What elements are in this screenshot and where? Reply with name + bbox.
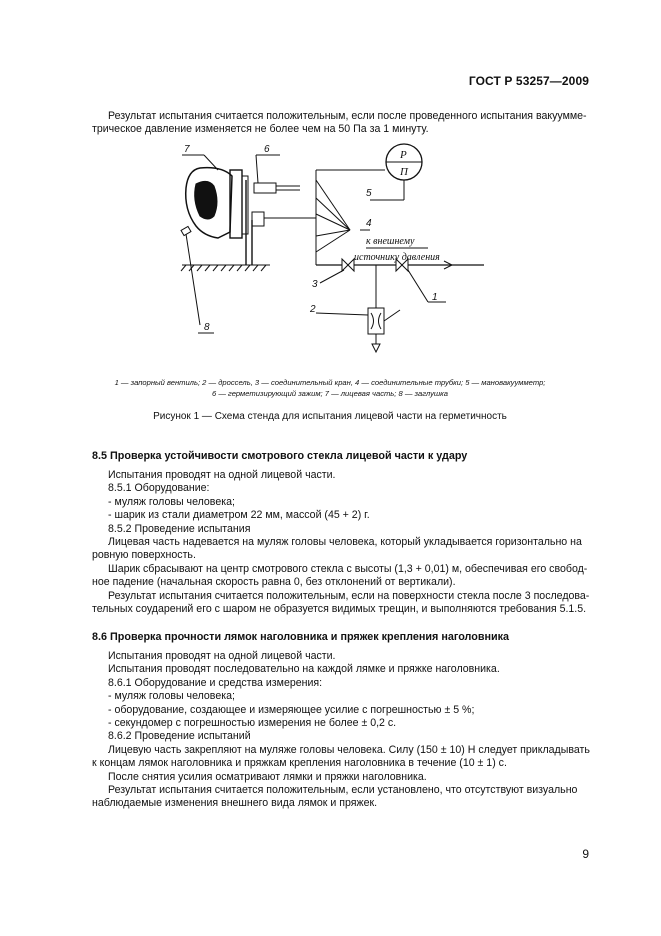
label-8: 8 (204, 322, 210, 333)
throttle-arrow (372, 344, 380, 352)
label-7: 7 (184, 144, 190, 155)
s86-line-5: - оборудование, создающее и измеряющее усилие с погрешностью ± 5 %; (108, 703, 475, 716)
legend-line-2: 6 — герметизирующий зажим; 7 — лицевая часть; 8 — заглушка (212, 389, 448, 398)
figure-legend (80, 377, 580, 399)
tube-connector (252, 212, 264, 226)
connecting-valve (342, 259, 354, 271)
s86-para-3: Результат испытания считается положительным, если установлено, что отсутствуют визуально наблюдаемые изменения внешнего вида лямок и пряжек. (92, 784, 578, 810)
mask-visor (195, 181, 217, 219)
hand-text-line-1: к внешнему (366, 236, 415, 247)
clamp-body (242, 176, 248, 234)
s86-para-1: Лицевую часть закрепляют на муляже головы человека. Силу (150 ± 10) Н следует прикладывать к концам лямок наголовника и пряжкам крепления наголовника в течение (10 ± 1) с. (92, 743, 590, 770)
s85-para-2: Шарик сбрасывают на центр смотрового стекла с высоты (1,3 + 0,01) м, обеспечивая его свобод-ное падение (начальная скорость равна 0, без отклонений от вертикали). (92, 562, 588, 589)
legend-line-1: 1 — запорный вентиль; 2 — дроссель, 3 — соединительный кран, 4 — соединительные трубки; 5 — мановакуумметр; (114, 378, 546, 387)
label-5: 5 (366, 188, 372, 199)
label-1: 1 (432, 292, 438, 303)
s85-para-3: Результат испытания считается положительным, если на поверхности стекла после 3 последова-тельных соударений его с шаром не образуется видимых трещин, и выполняются требования 5.1.5. (92, 589, 590, 616)
intro-paragraph (92, 110, 590, 137)
throttle-symbol (371, 313, 381, 329)
s86-line-4: - муляж головы человека; (108, 690, 235, 703)
document-header: ГОСТ Р 53257—2009 (468, 74, 589, 88)
s86-line-1: Испытания проводят на одной лицевой части. (108, 650, 336, 662)
gauge-bottom-label: П (400, 166, 408, 178)
section-8-5-body (92, 469, 590, 616)
page-number: 9 (582, 847, 589, 861)
intro-line-2: трическое давление изменяется не более чем на 50 Па за 1 минуту. (92, 123, 429, 136)
leader-6b (256, 155, 258, 183)
section-8-6-body (92, 650, 590, 811)
s86-line-7: 8.6.2 Проведение испытаний (108, 730, 251, 743)
s85-line-5: 8.5.2 Проведение испытания (108, 522, 251, 535)
hand-text-line-2: источнику давления (354, 252, 440, 263)
label-2: 2 (310, 304, 316, 315)
s86-line-6: - секундомер с погрешностью измерения не более ± 0,2 с. (108, 717, 397, 730)
s85-line-2: 8.5.1 Оборудование: (108, 482, 210, 495)
s85-line-1: Испытания проводят на одной лицевой части. (108, 469, 336, 481)
s85-line-4: - шарик из стали диаметром 22 мм, массой (45 + 2) г. (108, 509, 370, 522)
sealing-clamp (254, 183, 276, 193)
test-stand-diagram (170, 140, 490, 365)
throttle (368, 308, 384, 334)
s86-para-2: После снятия усилия осматривают лямки и пряжки наголовника. (108, 770, 427, 783)
throttle-side (384, 310, 400, 321)
s86-line-3: 8.6.1 Оборудование и средства измерения: (108, 676, 323, 689)
figure-caption: Рисунок 1 — Схема стенда для испытания лицевой части на герметичность (153, 411, 507, 422)
s86-line-2: Испытания проводят последовательно на каждой лямке и пряжке наголовника. (108, 663, 500, 676)
intro-line-1: Результат испытания считается положительным, если после проведенного испытания вакуумме- (108, 110, 587, 122)
s85-para-1: Лицевая часть надевается на муляж головы человека, который укладывается горизонтально на ровную поверхность. (92, 536, 582, 562)
plug-leader (186, 234, 200, 325)
label-4: 4 (366, 218, 372, 229)
s85-line-3: - муляж головы человека; (108, 495, 235, 508)
gauge-top-label: P (400, 149, 407, 161)
section-8-5-heading: 8.5 Проверка устойчивости смотрового стекла лицевой части к удару (92, 450, 468, 462)
ground-hatch (181, 265, 266, 271)
section-8-6-heading: 8.6 Проверка прочности лямок наголовника и пряжек крепления наголовника (92, 631, 510, 643)
leader-1 (408, 270, 428, 302)
leader-2 (316, 313, 368, 315)
label-3: 3 (312, 279, 318, 290)
tube-fan-2 (316, 198, 350, 230)
leader-3 (320, 270, 344, 283)
label-6: 6 (264, 144, 270, 155)
